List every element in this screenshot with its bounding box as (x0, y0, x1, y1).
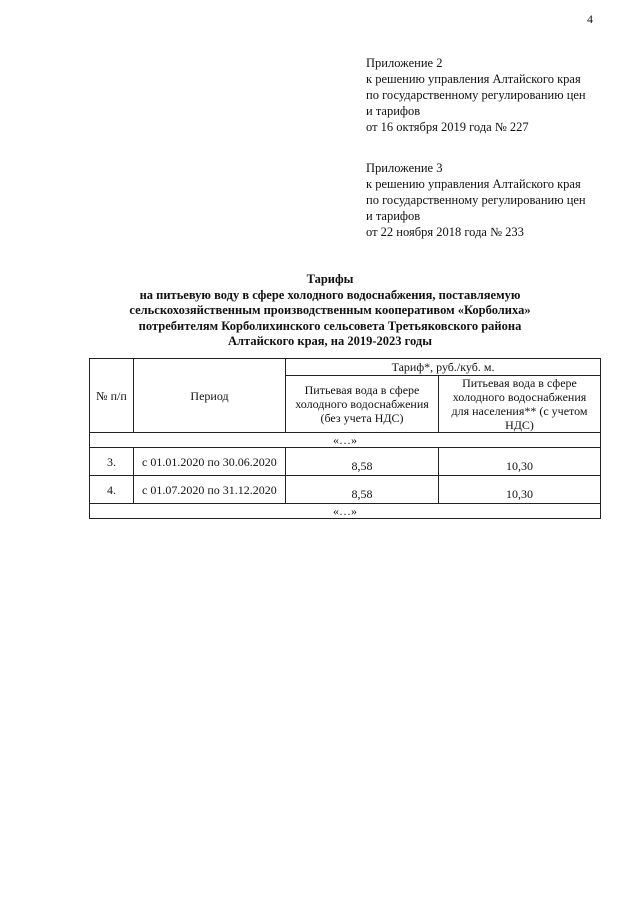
appendix-3-line-3: по государственному регулированию цен (366, 193, 586, 207)
title-line-1: Тарифы (306, 272, 354, 286)
row-number: 4. (90, 476, 134, 504)
appendix-3-block (366, 160, 586, 240)
table-row (90, 448, 601, 476)
row-number: 3. (90, 448, 134, 476)
title-line-5: Алтайского края, на 2019-2023 годы (228, 334, 432, 348)
title-line-4: потребителям Корболихинского сельсовета Третьяковского района (138, 318, 522, 333)
header-tariff: Тариф*, руб./куб. м. (286, 359, 601, 376)
row-period: с 01.01.2020 по 30.06.2020 (134, 448, 286, 476)
appendix-3-line-4: и тарифов (366, 209, 421, 223)
ellipsis-row-top: «…» (90, 433, 601, 448)
page-number: 4 (587, 12, 593, 26)
appendix-2-block (366, 55, 586, 135)
header-number: № п/п (90, 359, 134, 433)
ellipsis-row-bottom: «…» (90, 504, 601, 519)
tariff-table (89, 358, 601, 519)
document-title (60, 272, 600, 350)
row-period: с 01.07.2020 по 31.12.2020 (134, 476, 286, 504)
appendix-3-line-5: от 22 ноября 2018 года № 233 (366, 225, 524, 239)
appendix-2-line-2: к решению управления Алтайского края (366, 72, 581, 86)
row-tariff-without-vat: 8,58 (286, 448, 439, 476)
header-with-vat: Питьевая вода в сфере холодного водоснабжения для населения** (с учетом НДС) (439, 376, 601, 433)
header-without-vat: Питьевая вода в сфере холодного водоснабжения (без учета НДС) (286, 376, 439, 433)
header-period: Период (134, 359, 286, 433)
table-row (90, 476, 601, 504)
title-line-2: на питьевую воду в сфере холодного водоснабжения, поставляемую (139, 287, 521, 302)
appendix-2-line-5: от 16 октября 2019 года № 227 (366, 120, 529, 134)
row-tariff-without-vat: 8,58 (286, 476, 439, 504)
appendix-3-line-2: к решению управления Алтайского края (366, 177, 581, 191)
appendix-2-line-4: и тарифов (366, 104, 421, 118)
appendix-2-line-1: Приложение 2 (366, 56, 443, 70)
appendix-3-line-1: Приложение 3 (366, 161, 443, 175)
title-line-3: сельскохозяйственным производственным кооперативом «Корболиха» (129, 303, 531, 317)
row-tariff-with-vat: 10,30 (439, 476, 601, 504)
row-tariff-with-vat: 10,30 (439, 448, 601, 476)
appendix-2-line-3: по государственному регулированию цен (366, 88, 586, 102)
